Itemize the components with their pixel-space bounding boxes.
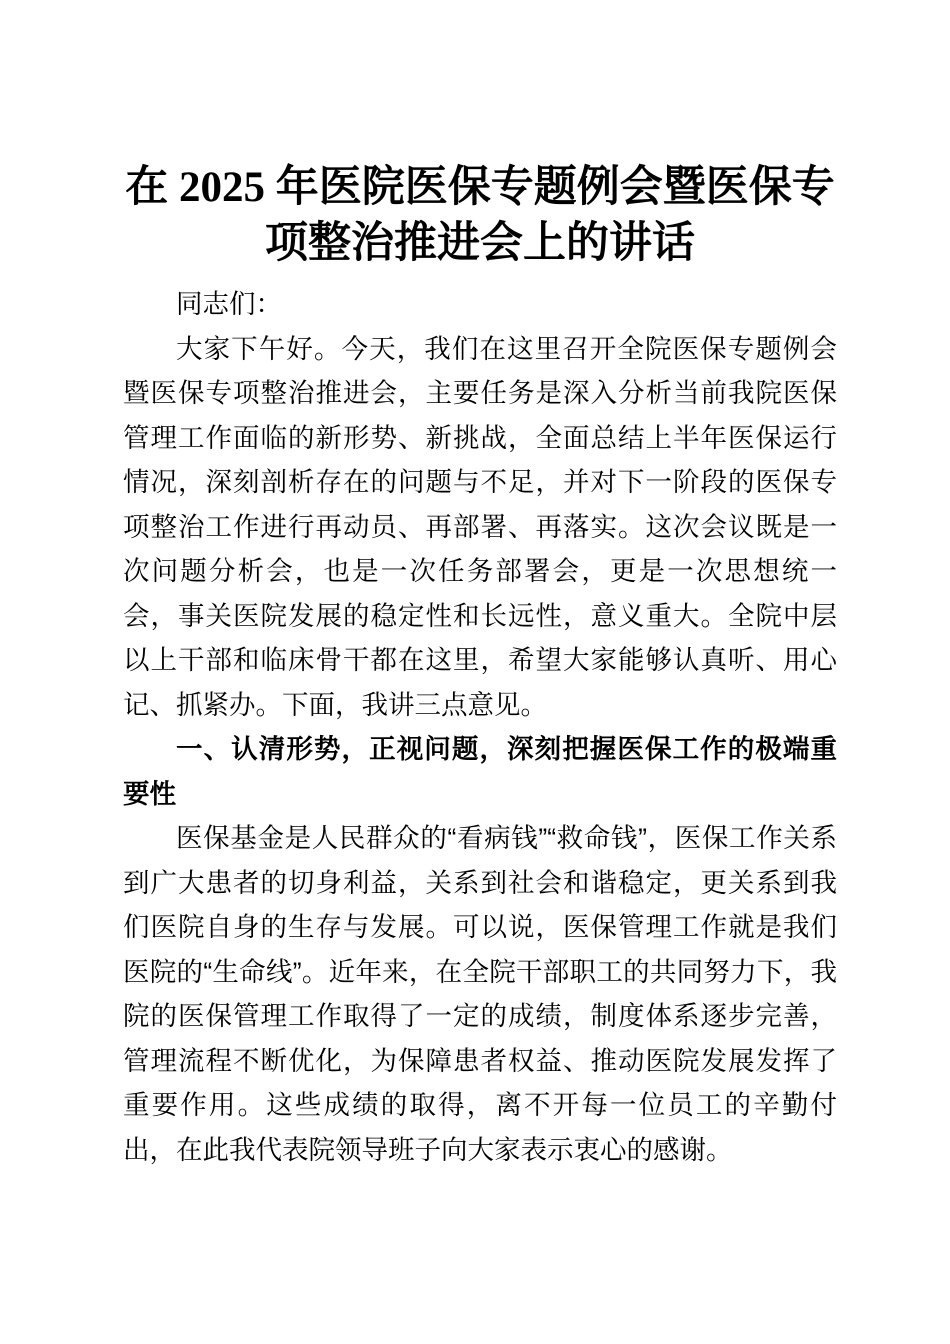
section-heading-1: 一、认清形势，正视问题，深刻把握医保工作的极端重要性 xyxy=(123,734,837,809)
paragraph-section-1-body: 医保基金是人民群众的“看病钱”“救命钱”，医保工作关系到广大患者的切身利益，关系到社会和谐稳定，更关系到我们医院自身的生存与发展。可以说，医保管理工作就是我们医院的“生命线”。近年来，在全院干部职工的共同努力下，我院的医保管理工作取得了一定的成绩，制度体系逐步完善，管理流程不断优化，为保障患者权益、推动医院发展发挥了重要作用。这些成绩的取得，离不开每一位员工的辛勤付出，在此我代表院领导班子向大家表示衷心的感谢。 xyxy=(123,823,837,1165)
salutation: 同志们： xyxy=(176,289,282,319)
paragraph-opening: 大家下午好。今天，我们在这里召开全院医保专题例会暨医保专项整治推进会，主要任务是深入分析当前我院医保管理工作面临的新形势、新挑战，全面总结上半年医保运行情况，深刻剖析存在的问题与不足，并对下一阶段的医保专项整治工作进行再动员、再部署、再落实。这次会议既是一次问题分析会，也是一次任务部署会，更是一次思想统一会，事关医院发展的稳定性和长远性，意义重大。全院中层以上干部和临床骨干都在这里，希望大家能够认真听、用心记、抓紧办。下面，我讲三点意见。 xyxy=(123,333,837,720)
document-title xyxy=(123,160,837,272)
document-title-line-1: 在 2025 年医院医保专题例会暨医保专 xyxy=(125,164,835,211)
document-title-line-2: 项整治推进会上的讲话 xyxy=(265,220,695,267)
document-body xyxy=(123,282,837,1172)
